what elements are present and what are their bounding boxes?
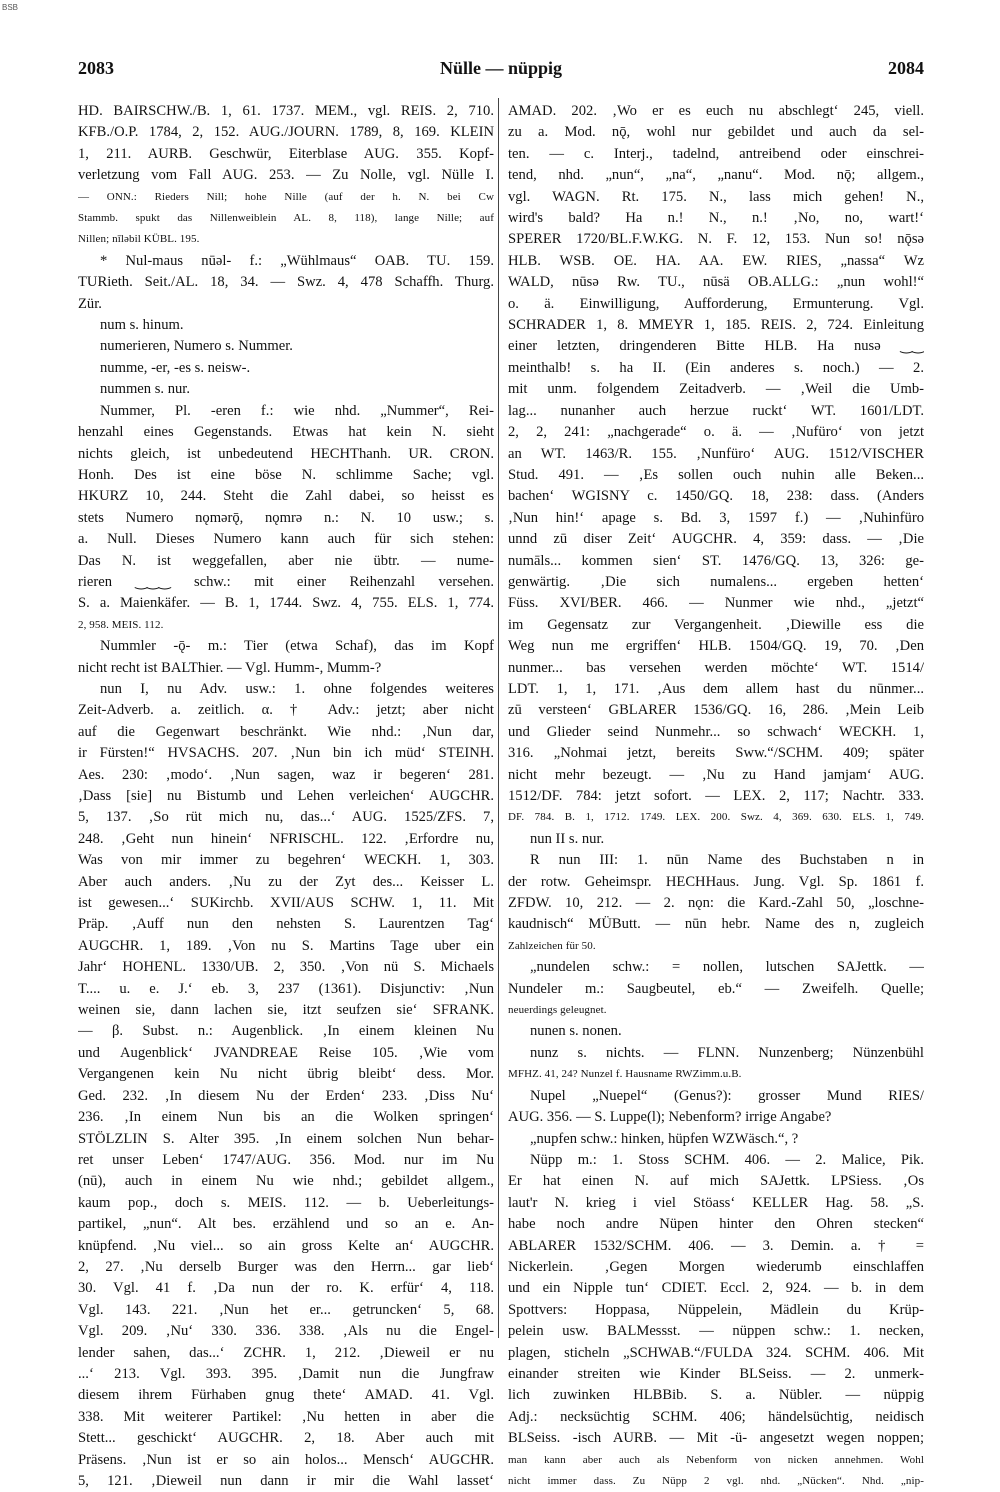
text-line: wird's bald? Ha n.! N., n.! ‚No, no, wart!‘ (508, 210, 924, 227)
text-line: * Nul-maus nūəl- f.: „Wühlmaus“ OAB. TU. 159. (100, 252, 494, 269)
text-line: Aber auch anders. ‚Nu zu der Zyt des... Keisser L. (78, 873, 494, 890)
text-line: auf die Gegenwart beschränkt. Wie nhd.: ‚Nun dar, (78, 723, 494, 740)
text-line: nicht mehr bezeugt. — ‚Nu zu Hand jamjam‘ AUG. (508, 766, 924, 783)
text-line: man kann aber auch als Nebenform von nicken annehmen. Wohl (508, 1453, 924, 1466)
text-line: AUG. 356. — S. Luppe(l); Nebenform? irrige Angabe? (508, 1109, 832, 1126)
text-line: ‚Dass [sie] nu Bistumb und Lehen verleichen‘ AUGCHR. (78, 788, 494, 804)
text-line: Nickerlein. ‚Gegen Morgen wiederumb einschlaffen (508, 1258, 924, 1275)
text-line: ret unser Leben‘ 1747/AUG. 356. Mod. nur im Nu (78, 1151, 494, 1168)
text-line: verletzung vom Fall AUG. 253. — Zu Nolle, vgl. Nülle I. (78, 167, 494, 184)
text-line: Honh. Des ist eine böse N. schlimme Sache; vgl. (78, 466, 494, 483)
text-line: pelein usw. BALMessst. — nüppen schw.: 1. necken, (508, 1323, 924, 1340)
text-line: der rotw. Geheimspr. HECHHaus. Jung. Vgl. Sp. 1861 f. (508, 873, 924, 890)
text-line: Ged. 232. ‚In diesem Nu der Erden‘ 233. ‚Diss Nu‘ (78, 1087, 494, 1104)
text-line: „nupfen schw.: hinken, hüpfen WZWäsch.“, ? (530, 1130, 799, 1147)
text-line: HD. BAIRSCHW./B. 1, 61. 1737. MEM., vgl. REIS. 2, 710. (78, 103, 494, 119)
text-line: Präsens. ‚Nun ist er so ain holos... Mensch‘ AUGCHR. (78, 1451, 494, 1468)
text-line: Was von mir immer zu begehren‘ WECKH. 1, 303. (78, 852, 494, 869)
text-line: genwärtig. ‚Die sich numalens... ergeben hetten‘ (508, 573, 924, 590)
column-divider (498, 98, 499, 1338)
text-line: ten. — c. Interj., tadelnd, antreibend oder einschrei- (508, 145, 924, 162)
text-line: nunmer... bas versehen werden möchte‘ WT. 1514/ (508, 659, 924, 676)
text-line: und Glieder seind Nunmehr... so schwach‘ WECKH. 1, (508, 723, 924, 740)
text-line: habe noch andre Nüpen hinter den Ohren stecken“ (508, 1216, 924, 1233)
text-line: (nū), auch in einem Nu wie nhd.; gebildet allgem., (78, 1173, 494, 1190)
text-line: DF. 784. B. 1, 1712. 1749. LEX. 200. Swz. 4, 369. 630. ELS. 1, 749. (508, 811, 924, 824)
text-line: numerieren, Numero s. Nummer. (100, 338, 293, 355)
text-line: 316. „Nohmai jetzt, bereits Sww.“/SCHM. 409; später (508, 745, 924, 762)
text-line: lich zuwinken HLBBib. S. a. Nübler. — nüppig (508, 1387, 924, 1404)
text-line: einander streiten wie Kinder BLSeiss. — 2. unmerk- (508, 1365, 924, 1382)
text-line: nummen s. nur. (100, 381, 190, 398)
text-line: stets Numero nǫmərǭ, nǫmrə n.: N. 10 usw.; s. (78, 509, 494, 526)
text-line: nunz s. nichts. — FLNN. Nunzenberg; Nünzenbühl (530, 1044, 924, 1061)
text-line: 1512/DF. 784: jetzt sofort. — LEX. 2, 117; Nachtr. 333. (508, 788, 924, 804)
text-line: STÖLZLIN S. Alter 395. ‚In einem solchen Nun behar- (78, 1130, 494, 1147)
text-line: HKURZ 10, 244. Steht die Zahl dabei, so heisst es (78, 488, 494, 505)
text-line: zū versteen‘ GBLARER 1536/GQ. 16, 286. ‚Mein Leib (508, 702, 924, 719)
text-line: R nun III: 1. nūn Name des Buchstaben n in (530, 852, 924, 869)
text-line: unnd zū diser Zeit‘ AUGCHR. 4, 359: dass. — ‚Die (508, 531, 924, 548)
text-line: AMAD. 202. ‚Wo er es euch nu abschlegt‘ 245, viell. (508, 103, 924, 119)
text-line: ZFDW. 10, 212. — 2. nǫn: die Kard.-Zahl 50, „loschne- (508, 895, 924, 912)
text-line: „nundelen schw.: = nollen, lutschen SAJettk. — (530, 959, 924, 976)
text-line: an WT. 1463/R. 155. ‚Nunfüro‘ AUG. 1512/VISCHER (508, 445, 924, 462)
text-line: ir Fürsten!“ HVSACHS. 207. ‚Nun bin ich müd‘ STEINH. (78, 745, 494, 762)
text-line: Vgl. 209. ‚Nu‘ 330. 336. 338. ‚Als nu die Engel- (78, 1323, 494, 1340)
text-line: nicht recht ist BALThier. — Vgl. Humm-, Mumm-? (78, 659, 382, 676)
text-line: mit unm. folgendem Zeitadverb. — ‚Weil die Umb- (508, 381, 924, 398)
text-line: kaudnisch“ MÜButt. — nūn hebr. Name des n, zugleich (508, 916, 924, 933)
text-line: 2, 958. MEIS. 112. (78, 618, 164, 631)
page-header (78, 58, 924, 84)
text-line: 1, 211. AURB. Geschwür, Eiterblase AUG. 355. Kopf- (78, 145, 494, 162)
text-line: S. a. Maienkäfer. — B. 1, 1744. Swz. 4, 755. ELS. 1, 774. (78, 595, 494, 612)
text-line: — β. Subst. n.: Augenblick. ‚In einem kleinen Nu (78, 1023, 494, 1040)
text-line: tend, nhd. „nun“, „na“, „nanu“. Mod. nǭ; allgem., (508, 167, 924, 184)
text-line: im Gegensatz zur Vergangenheit. ‚Diewille ess die (508, 616, 924, 633)
text-line: Vgl. 143. 221. ‚Nun het er... getruncken‘ 5, 68. (78, 1301, 494, 1318)
text-line: WALD, nūsə Rw. TU., nūsä OB.ALLG.: „nun wohl!“ (508, 274, 924, 291)
right-column (508, 101, 924, 1492)
text-line: Zahlzeichen für 50. (508, 939, 596, 952)
running-head: Nülle — nüppig (439, 58, 563, 78)
text-line: — ONN.: Rieders Nill; hohe Nille (auf der h. N. bei Cw (78, 190, 494, 203)
text-line: ist gewesen...‘ SUKirchb. XVII/AUS SCHW. 1, 11. Mit (78, 895, 494, 912)
text-line: AUGCHR. 1, 189. ‚Von nu S. Martins Tage uber ein (78, 937, 494, 954)
left-column (78, 101, 494, 1492)
text-line: 236. ‚In einem Nun bis an die Wolken springen‘ (78, 1109, 494, 1126)
text-line: und ein Nipple tun‘ CDIET. Eccl. 2, 924. — b. in dem (508, 1280, 924, 1297)
text-line: nun II s. nur. (530, 830, 605, 847)
text-line: numme, -er, -es s. neisw-. (100, 359, 251, 376)
text-line: weinen sie, dann lachen sie, itzt seufzen sie‘ SFRANK. (78, 1002, 494, 1019)
text-line: Zeit-Adverb. a. zeitlich. α. † Adv.: jetzt; aber nicht (78, 702, 494, 719)
text-line: 2, 2, 241: „nachgerade“ o. ä. — ‚Nufüro‘ von jetzt (508, 424, 924, 441)
text-line: 5, 137. ‚So rüt mich nu, das...‘ AUG. 1525/ZFS. 7, (78, 809, 494, 826)
text-line: Nüpp m.: 1. Stoss SCHM. 406. — 2. Malice, Pik. (530, 1151, 924, 1168)
text-line: kaum pop., doch s. MEIS. 112. — b. Ueberleitungs- (78, 1194, 494, 1211)
text-line: Zür. (78, 295, 102, 312)
text-line: nichts gleich, ist unbedeutend HECHThanh. UR. CRON. (78, 445, 494, 462)
text-line: neuerdings geleugnet. (508, 1004, 607, 1017)
text-line: meinthalb! s. ha II. (Ein anderes s. noch.) — 2. (508, 359, 924, 376)
text-line: 30. Vgl. 41 f. ‚Da nun der ro. K. erfür‘ 4, 118. (78, 1280, 494, 1297)
text-line: 248. ‚Geht nun hinein‘ NFRISCHL. 122. ‚Erfordre nu, (78, 830, 494, 847)
text-line: SCHRADER 1, 8. MMEYR 1, 185. REIS. 2, 724. Einleitung (508, 317, 924, 334)
text-line: Stud. 491. — ‚Es sollen ouch nuhin alle Beken... (508, 466, 924, 483)
text-line: ABLARER 1532/SCHM. 406. — 3. Demin. a. † = (508, 1237, 924, 1254)
text-line: partikel, „nun“. Alt bes. erzählend und so an e. An- (78, 1216, 494, 1233)
text-line: Nummer, Pl. -eren f.: wie nhd. „Nummer“, Rei- (100, 402, 494, 419)
text-line: TURieth. Seit./AL. 18, 34. — Swz. 4, 478 Schaffh. Thurg. (78, 274, 494, 291)
text-line: plagen, sticheln „SCHWAB.“/FULDA 324. SCHM. 406. Mit (508, 1344, 924, 1361)
text-line: henzahl eines Gegenstands. Etwas hat kein N. sieht (78, 424, 494, 441)
text-line: T.... u. e. J.‘ eb. 3, 237 (1361). Disjunctiv: ‚Nun (78, 980, 494, 997)
text-line: ‚Nun hin!‘ apage s. Bd. 3, 1597 f.) — ‚Nuhinfüro (508, 509, 924, 526)
text-line: BLSeiss. -isch AURB. — Mit -ü- angesetzt wegen noppen; (508, 1430, 924, 1447)
text-line: Er hat einen N. auf mich SAJettk. LPSiess. ‚Os (508, 1173, 924, 1190)
text-line: ...‘ 213. Vgl. 393. 395. ‚Damit nun die Jungfraw (78, 1365, 494, 1382)
text-line: Nundeler m.: Saugbeutel, eb.“ — Zweifelh. Quelle; (508, 980, 924, 997)
text-line: 338. Mit weiterer Partikel: ‚Nu hetten in aber die (78, 1408, 494, 1425)
text-line: num s. hinum. (100, 317, 184, 334)
text-line: numāls... kommen sien‘ ST. 1476/GQ. 13, 326: ge- (508, 552, 924, 569)
text-line: nicht immer dass. Zu Nüpp 2 vgl. nhd. „Nücken“. Nhd. „nip- (508, 1475, 924, 1487)
text-line: Füss. XVI/BER. 466. — Nunmer wie nhd., „jetzt“ (508, 595, 924, 612)
text-line: a. Null. Dieses Numero kann auch für sich stehen: (78, 531, 494, 548)
text-line: lag... nunanher auch herzue ruckt‘ WT. 1601/LDT. (508, 402, 924, 419)
text-line: einer letzten, dringenderen Bitte HLB. Ha nusə ‿‿ (508, 338, 924, 355)
text-line: Nillen; nīləbil KÜBL. 195. (78, 233, 200, 246)
text-line: SPERER 1720/BL.F.W.KG. N. F. 12, 153. Nun so! nǭsə (508, 231, 924, 248)
text-line: vgl. WAGN. Rt. 175. N., lass mich gehen! N., (508, 188, 924, 205)
page-number-left: 2083 (78, 58, 114, 78)
text-line: 2, 27. ‚Nu derselb Burger was den Herrn... gar lieb‘ (78, 1258, 494, 1275)
text-line: Jahr‘ HOHENL. 1330/UB. 2, 350. ‚Von nü S. Michaels (78, 959, 494, 976)
text-line: nun I, nu Adv. usw.: 1. ohne folgendes weiteres (100, 680, 494, 697)
text-line: Stett... geschickt‘ AUGCHR. 2, 18. Aber auch mit (78, 1430, 494, 1447)
text-line: laut'r N. krieg i viel Stöass‘ KELLER Hag. 58. „S. (508, 1194, 924, 1211)
text-line: Weg nun me ergriffen‘ HLB. 1504/GQ. 19, 70. ‚Den (508, 638, 924, 655)
text-line: Das N. ist weggefallen, aber nie übtr. — nume- (78, 552, 494, 569)
library-stamp: BSB (2, 3, 19, 12)
text-line: nunen s. nonen. (530, 1023, 622, 1040)
text-line: Aes. 230: ‚modo‘. ‚Nun sagen, waz ir begeren‘ 281. (78, 766, 494, 783)
text-line: Vergangenen kein Nu nicht übrig bleibt‘ dess. Mor. (78, 1066, 494, 1083)
text-line: Nupel „Nuepel“ (Genus?): grosser Mund RIES/ (530, 1087, 924, 1104)
text-line: HLB. WSB. OE. HA. AA. EW. RIES, „nassa“ Wz (508, 252, 924, 269)
text-line: bachen‘ WGISNY c. 1450/GQ. 18, 238: dass. (Anders (508, 488, 924, 505)
text-line: MFHZ. 41, 24? Nunzel f. Hausname RWZimm.u.B. (508, 1068, 742, 1081)
text-line: zu a. Mod. nǭ, wohl nur gebildet und auch da sel- (508, 124, 924, 141)
text-line: Nummler -ǭ- m.: Tier (etwa Schaf), das im Kopf (100, 638, 494, 655)
text-line: LDT. 1, 1, 171. ‚Aus dem allem hast du nūnmer... (508, 680, 924, 697)
text-line: diesem ihrem Fürhaben gnug thete‘ AMAD. 41. Vgl. (78, 1387, 494, 1404)
text-line: o. ä. Einwilligung, Aufforderung, Ermunterung. Vgl. (508, 295, 924, 312)
text-line: Spottvers: Hoppasa, Nüppelein, Mädlein du Krüp- (508, 1301, 924, 1318)
text-line: Stammb. spukt das Nillenweiblein AL. 8, 118), lange Nille; auf (78, 212, 494, 225)
text-line: und Augenblick‘ JVANDREAE Reise 105. ‚Wie vom (78, 1044, 494, 1061)
text-line: Adj.: necksüchtig SCHM. 406; händelsüchtig, neidisch (508, 1408, 924, 1425)
page-number-right: 2084 (888, 58, 924, 78)
text-line: Präp. ‚Auff nun den nehsten S. Laurentzen Tag‘ (78, 916, 494, 933)
text-line: KFB./O.P. 1784, 2, 152. AUG./JOURN. 1789, 8, 169. KLEIN (78, 124, 494, 141)
text-line: 5, 121. ‚Dieweil nun dann ir mir die Wahl lasset‘ (78, 1473, 494, 1489)
text-line: lender sahen, das...‘ ZCHR. 1, 212. ‚Dieweil er nu (78, 1344, 494, 1361)
text-line: rieren ‿‿‿ schw.: mit einer Reihenzahl versehen. (78, 573, 494, 590)
text-line: knüpfend. ‚Nu viel... so ain gross Kelte an‘ AUGCHR. (78, 1237, 494, 1254)
